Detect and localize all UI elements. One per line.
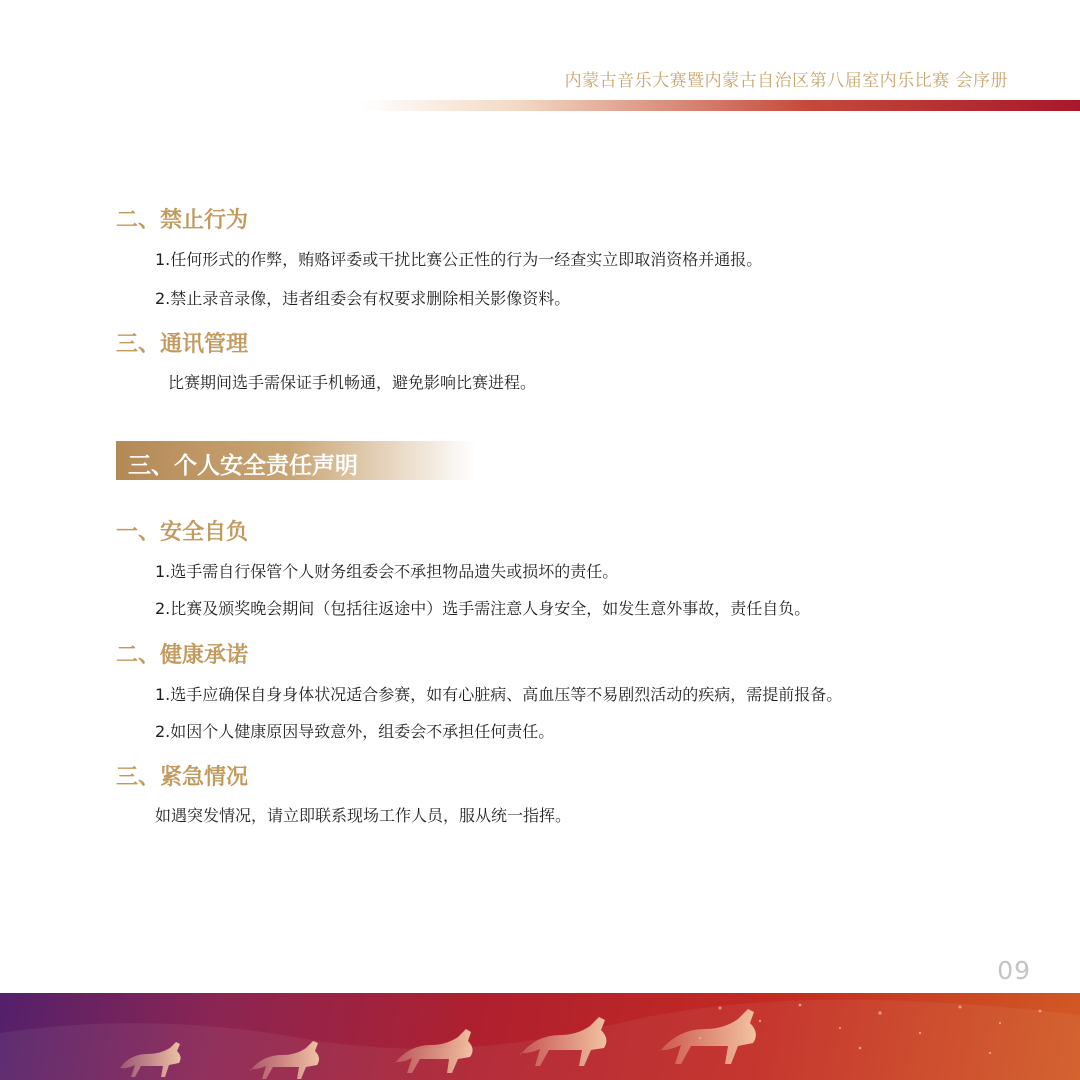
rule-line: 2.禁止录音录像，违者组委会有权要求删除相关影像资料。 — [155, 289, 571, 308]
section-heading-communication: 三、通讯管理 — [116, 332, 249, 357]
document-title: 内蒙古音乐大赛暨内蒙古自治区第八届室内乐比赛 会序册 — [564, 71, 1008, 91]
rule-line: 1.选手需自行保管个人财务组委会不承担物品遗失或损坏的责任。 — [155, 562, 619, 581]
page-number: 09 — [997, 956, 1031, 985]
rule-line: 1.选手应确保自身身体状况适合参赛，如有心脏病、高血压等不易剧烈活动的疾病，需提前报备。 — [155, 685, 843, 704]
rule-line: 比赛期间选手需保证手机畅通，避免影响比赛进程。 — [168, 373, 537, 392]
horses-illustration — [0, 993, 1080, 1080]
section-heading-prohibited: 二、禁止行为 — [116, 208, 249, 233]
section-heading-safety: 一、安全自负 — [116, 520, 249, 545]
header-decorative-band — [360, 100, 1080, 111]
rule-line: 如遇突发情况，请立即联系现场工作人员，服从统一指挥。 — [155, 806, 572, 825]
rule-line: 2.比赛及颁奖晚会期间（包括往返途中）选手需注意人身安全，如发生意外事故，责任自负。 — [155, 599, 811, 618]
rule-line: 2.如因个人健康原因导致意外，组委会不承担任何责任。 — [155, 722, 555, 741]
rule-line: 1.任何形式的作弊，贿赂评委或干扰比赛公正性的行为一经查实立即取消资格并通报。 — [155, 250, 763, 269]
chapter-banner-title: 三、个人安全责任声明 — [128, 453, 358, 479]
section-heading-emergency: 三、紧急情况 — [116, 765, 249, 790]
chapter-banner — [116, 441, 476, 480]
footer-decorative-band — [0, 993, 1080, 1080]
section-heading-health: 二、健康承诺 — [116, 643, 249, 668]
